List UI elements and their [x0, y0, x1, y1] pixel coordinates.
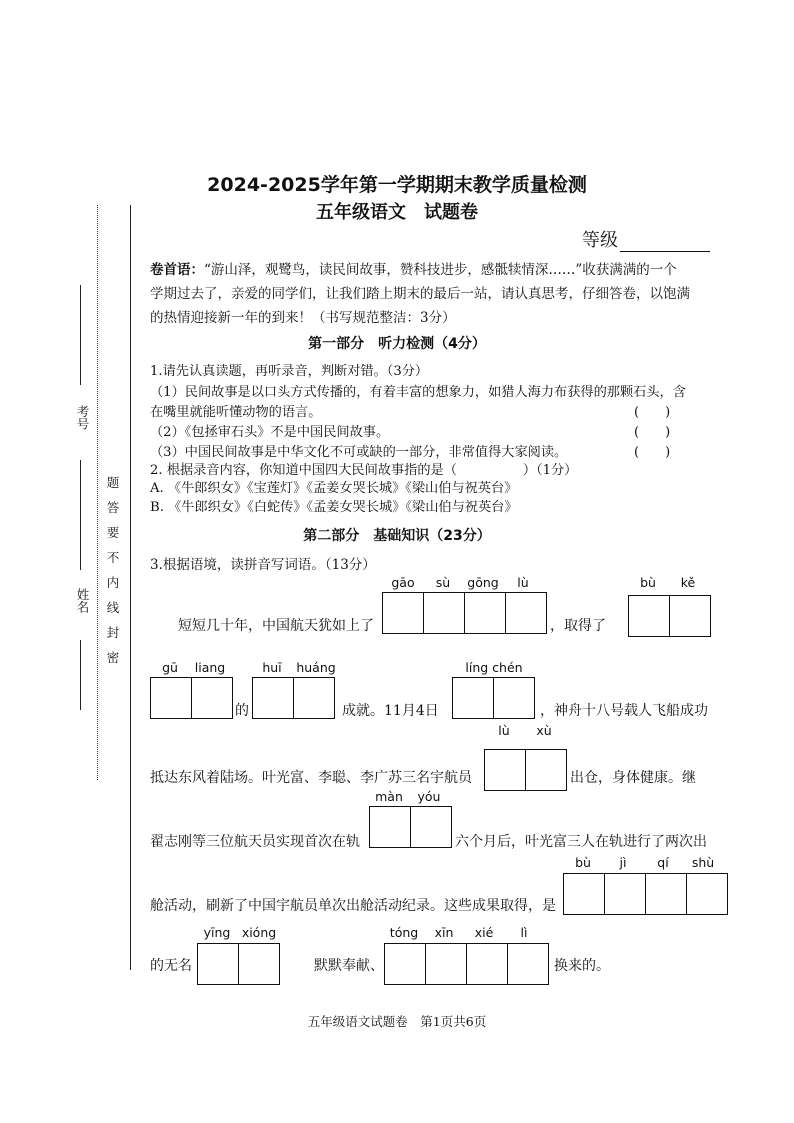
seal-char: 不	[106, 550, 120, 565]
q2-stem: 2. 根据录音内容，你知道中国四大民间故事指的是（ ）（1分）	[150, 463, 578, 478]
sentence-5a: 舱活动，刷新了中国宇航员单次出舱活动纪录。这些成果取得，是	[150, 898, 556, 914]
intro-paragraph	[150, 258, 730, 330]
sentence-2c: ，神舟十八号载人飞船成功	[540, 703, 708, 719]
judge-answer-3[interactable]: ( )	[634, 445, 671, 460]
sentence-1a: 短短几十年，中国航天犹如上了	[178, 618, 374, 634]
grade-label: 等级	[582, 230, 618, 251]
intro-line: “游山泽，观鹭鸟，读民间故事，赞科技进步，感骶犊情深……”收获满满的一个	[204, 262, 677, 278]
pinyin-bu: bù	[640, 575, 656, 590]
q1-item2: （2）《包拯审石头》不是中国民间故事。	[150, 425, 390, 440]
sentence-3b: 出仓，身体健康。继	[570, 770, 696, 786]
pinyin-su: sù	[435, 575, 451, 590]
pinyin-gu: gū	[162, 660, 178, 675]
pinyin-tong: tóng	[389, 925, 419, 940]
pinyin-lu2: lù	[498, 723, 510, 738]
pinyin-man: màn	[375, 789, 403, 804]
judge-answer-2[interactable]: ( )	[634, 425, 671, 440]
part2-title: 第二部分 基础知识（23分）	[303, 528, 491, 544]
pinyin-huang: huáng	[296, 660, 336, 675]
pinyin-lingchen: líng chén	[465, 660, 523, 675]
binding-solid-line	[130, 205, 131, 970]
sentence-6a: 的无名	[150, 958, 192, 974]
answer-boxes-buke[interactable]	[628, 595, 711, 637]
pinyin-ji: jì	[619, 855, 627, 870]
seal-char: 密	[106, 650, 120, 665]
seal-char: 封	[106, 625, 120, 640]
pinyin-qi: qí	[657, 855, 669, 870]
exam-subtitle: 五年级语文 试题卷	[316, 202, 478, 223]
pinyin-lu: lù	[517, 575, 529, 590]
binding-dotted-line	[97, 205, 98, 780]
seal-char: 线	[106, 600, 120, 615]
seal-char: 答	[106, 500, 120, 515]
pinyin-gong: gōng	[467, 575, 499, 590]
xingming-line-lower	[80, 640, 81, 710]
pinyin-shu: shù	[691, 855, 715, 870]
seal-char: 要	[106, 525, 120, 540]
seal-notice	[106, 470, 120, 670]
pinyin-hui: huī	[262, 660, 282, 675]
part1-title: 第一部分 听力检测（4分）	[308, 336, 486, 352]
pinyin-ying: yīng	[203, 925, 231, 940]
sentence-6b: 默默奉献、	[314, 958, 384, 974]
sentence-3a: 抵达东风着陆场。叶光富、李聪、李广苏三名宇航员	[150, 770, 472, 786]
pinyin-xie: xié	[474, 925, 494, 940]
intro-line: 的热情迎接新一年的到来！（书写规范整洁：3分）	[150, 310, 456, 326]
grade-blank[interactable]	[620, 233, 710, 252]
seal-char: 内	[106, 575, 120, 590]
pinyin-gao: gāo	[391, 575, 415, 590]
pinyin-ke: kě	[680, 575, 696, 590]
pinyin-liang: liang	[194, 660, 226, 675]
answer-boxes-gaosugonglu[interactable]	[382, 592, 547, 634]
q1-stem: 1.请先认真读题，再听录音，判断对错。（3分）	[150, 364, 429, 379]
answer-boxes-luxu[interactable]	[484, 749, 567, 791]
exam-title: 2024-2025学年第一学期期末教学质量检测	[207, 174, 587, 196]
pinyin-you: yóu	[417, 789, 441, 804]
pinyin-li: lì	[520, 925, 528, 940]
q1-item3: （3）中国民间故事是中华文化不可或缺的一部分，非常值得大家阅读。	[150, 445, 568, 460]
pinyin-xu: xù	[536, 723, 552, 738]
answer-boxes-lingchen[interactable]	[452, 677, 535, 719]
page-footer: 五年级语文试题卷 第1页共6页	[307, 1014, 487, 1029]
q2-option-b[interactable]: B. 《牛郎织女》《白蛇传》《孟姜女哭长城》《梁山伯与祝英台》	[150, 500, 518, 515]
answer-boxes-manyou[interactable]	[369, 806, 452, 848]
sentence-4b: 六个月后，叶光富三人在轨进行了两次出	[455, 834, 707, 850]
grade-field[interactable]	[582, 226, 710, 252]
sentence-2a: 的	[235, 703, 249, 719]
q3-stem: 3.根据语境，读拼音写词语。（13分）	[150, 557, 376, 573]
sentence-4a: 翟志刚等三位航天员实现首次在轨	[150, 834, 360, 850]
sentence-2b: 成就。11月4日	[342, 703, 439, 719]
q2-option-a[interactable]: A. 《牛郎织女》《宝莲灯》《孟姜女哭长城》《梁山伯与祝英台》	[150, 481, 518, 496]
seal-char: 题	[106, 475, 120, 490]
kaohao-label: 考号	[75, 405, 90, 430]
xingming-label: 姓名	[75, 588, 90, 613]
answer-boxes-tongxinxieli[interactable]	[384, 943, 549, 985]
answer-boxes-huihuang[interactable]	[252, 677, 335, 719]
pinyin-xin: xīn	[434, 925, 454, 940]
pinyin-xiong: xióng	[241, 925, 277, 940]
q1-item1: （1）民间故事是以口头方式传播的，有着丰富的想象力，如猎人海力布获得的那颗石头，含	[150, 385, 686, 400]
answer-boxes-bujiqishu[interactable]	[563, 873, 728, 915]
sentence-6c: 换来的。	[554, 958, 610, 974]
xingming-line	[80, 460, 81, 570]
judge-answer-1[interactable]: ( )	[634, 405, 671, 420]
q1-item1-cont: 在嘴里就能听懂动物的语言。	[150, 405, 322, 420]
intro-label: 卷首语：	[150, 262, 204, 278]
answer-boxes-yingxiong[interactable]	[197, 943, 280, 985]
intro-line: 学期过去了，亲爱的同学们，让我们踏上期末的最后一站，请认真思考，仔细答卷，以饱满	[150, 286, 690, 302]
answer-boxes-guliang[interactable]	[150, 677, 233, 719]
sentence-1b: ，取得了	[550, 618, 606, 634]
pinyin-bu2: bù	[575, 855, 591, 870]
